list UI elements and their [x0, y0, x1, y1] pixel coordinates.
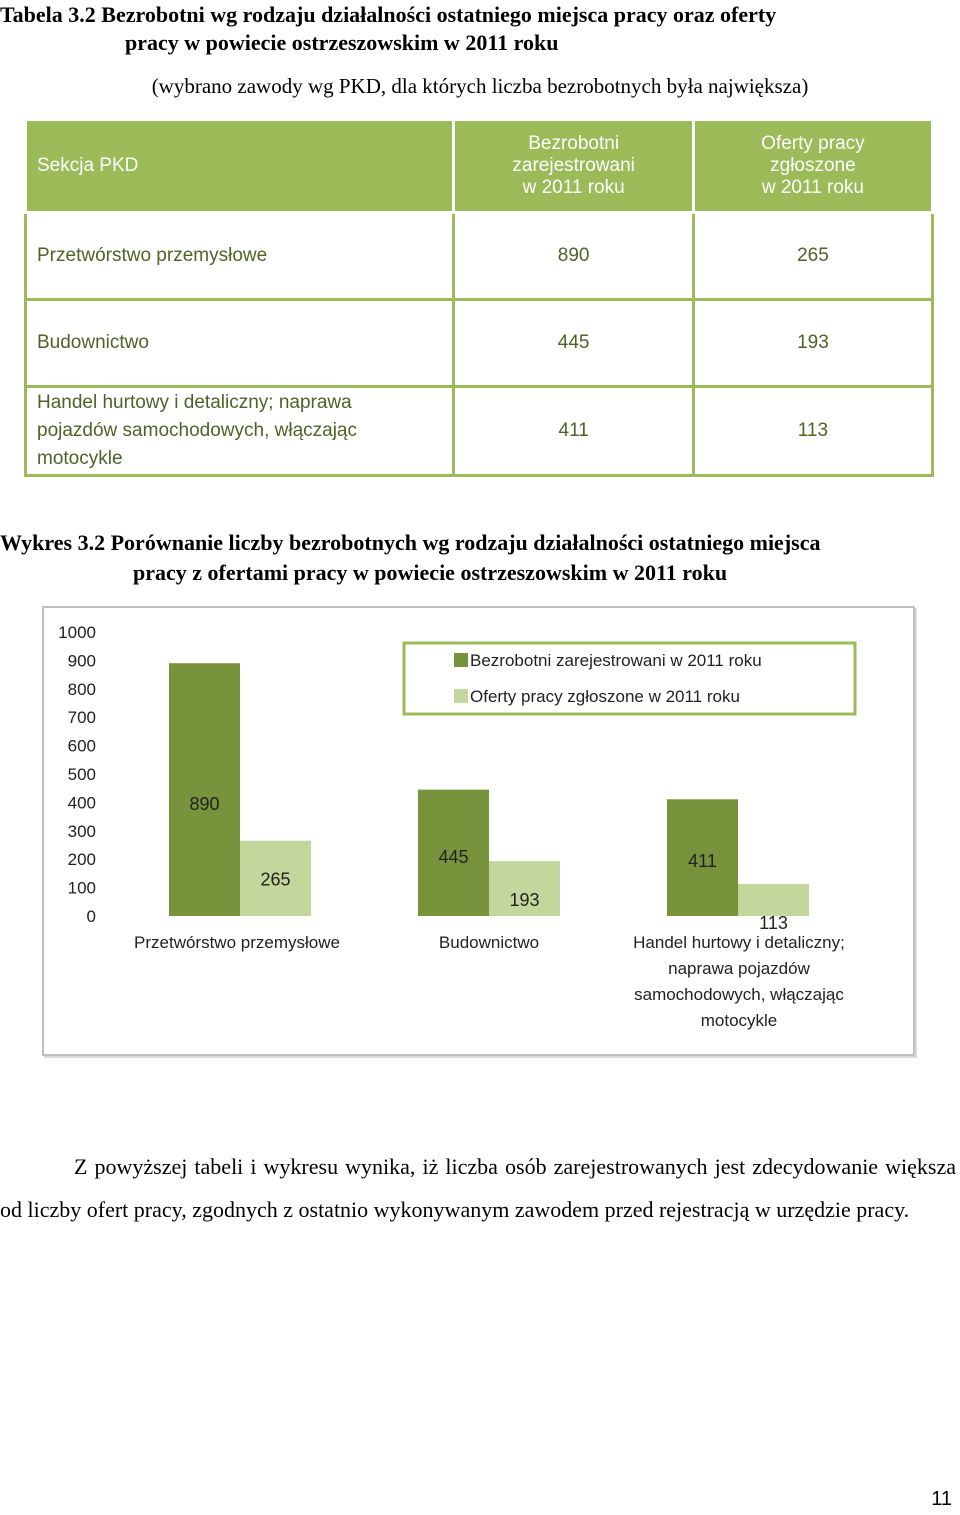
- data-label-unemployed: 445: [438, 846, 469, 867]
- x-category-label: Budownictwo: [438, 933, 540, 952]
- x-category-label: Przetwórstwo przemysłowe: [134, 933, 340, 952]
- y-tick-label: 200: [67, 850, 96, 870]
- y-tick-label: 500: [67, 765, 96, 784]
- x-category-label: Handel hurtowy i detaliczny;: [633, 933, 845, 952]
- header-bezrobotni: [454, 120, 693, 213]
- row-section-line: motocykle: [37, 448, 123, 469]
- row-offers: 113: [693, 387, 932, 476]
- table-header-row: [26, 120, 933, 213]
- data-label-offers: 113: [759, 912, 788, 933]
- header-oferty-line: w 2011 roku: [761, 177, 864, 198]
- row-section: [26, 213, 454, 300]
- chart-caption-line-1: Wykres 3.2 Porównanie liczby bezrobotnych wg rodzaju działalności ostatniego miejsca: [0, 530, 821, 555]
- header-sekcja-pkd: Sekcja PKD: [26, 120, 454, 213]
- data-label-offers: 265: [260, 869, 291, 890]
- data-label-unemployed: 890: [189, 793, 220, 814]
- header-oferty-line: zgłoszone: [770, 155, 856, 176]
- row-section: [26, 300, 454, 387]
- row-section-line: pojazdów samochodowych, włączając: [37, 420, 357, 441]
- row-offers: 265: [693, 213, 932, 300]
- legend-swatch: [454, 689, 468, 703]
- y-tick-label: 800: [67, 679, 96, 699]
- header-oferty: [693, 120, 932, 213]
- row-section-line: Handel hurtowy i detaliczny; naprawa: [37, 392, 352, 413]
- row-section-line: Przetwórstwo przemysłowe: [37, 245, 268, 266]
- table-row: [26, 300, 933, 387]
- conclusion-paragraph: Z powyższej tabeli i wykresu wynika, iż liczba osób zarejestrowanych jest zdecydowanie większa od liczby ofert pracy, zgodnych z ostatnio wykonywanym zawodem przed rejestracją w urzędzie pracy.: [0, 1154, 956, 1222]
- table-row: [26, 387, 933, 476]
- bar-unemployed: [169, 663, 240, 916]
- y-tick-label: 300: [67, 821, 96, 841]
- bar-offers: [738, 884, 809, 916]
- page-number: 11: [931, 1488, 952, 1510]
- header-oferty-line: Oferty pracy: [761, 133, 865, 154]
- table-caption-line-1: Tabela 3.2 Bezrobotni wg rodzaju działalności ostatniego miejsca pracy oraz oferty: [0, 2, 777, 27]
- x-category-label: samochodowych, włączając: [634, 985, 844, 1004]
- y-tick-label: 700: [67, 708, 96, 728]
- legend-label: Oferty pracy zgłoszone w 2011 roku: [470, 687, 740, 706]
- row-section: [26, 387, 454, 476]
- chart-caption-line-2: pracy z ofertami pracy w powiecie ostrzeszowskim w 2011 roku: [133, 560, 728, 585]
- table-subcaption: (wybrano zawody wg PKD, dla których liczba bezrobotnych była największa): [151, 74, 809, 98]
- table-row: [26, 213, 933, 300]
- y-tick-label: 600: [67, 736, 96, 756]
- table-caption-line-2: pracy w powiecie ostrzeszowskim w 2011 roku: [125, 30, 559, 55]
- legend-label: Bezrobotni zarejestrowani w 2011 roku: [470, 651, 762, 670]
- legend-swatch: [454, 653, 468, 667]
- y-tick-label: 1000: [58, 623, 96, 642]
- x-category-label: naprawa pojazdów: [668, 959, 810, 978]
- row-unemployed: 445: [454, 300, 693, 387]
- y-tick-label: 900: [67, 651, 96, 671]
- y-tick-label: 400: [67, 793, 96, 813]
- header-bezrobotni-line: zarejestrowani: [512, 155, 635, 176]
- header-bezrobotni-line: Bezrobotni: [528, 133, 620, 154]
- data-label-offers: 193: [509, 890, 540, 911]
- row-section-line: Budownictwo: [37, 332, 149, 353]
- pkd-table: [24, 118, 934, 477]
- row-unemployed: 890: [454, 213, 693, 300]
- data-label-unemployed: 411: [688, 850, 717, 871]
- bar-chart-svg: [44, 608, 913, 1054]
- x-category-label: motocykle: [700, 1011, 778, 1030]
- row-unemployed: 411: [454, 387, 693, 476]
- bar-chart: [42, 606, 915, 1056]
- y-tick-label: 100: [67, 878, 96, 898]
- header-bezrobotni-line: w 2011 roku: [522, 177, 625, 198]
- y-tick-label: 0: [86, 907, 96, 926]
- row-offers: 193: [693, 300, 932, 387]
